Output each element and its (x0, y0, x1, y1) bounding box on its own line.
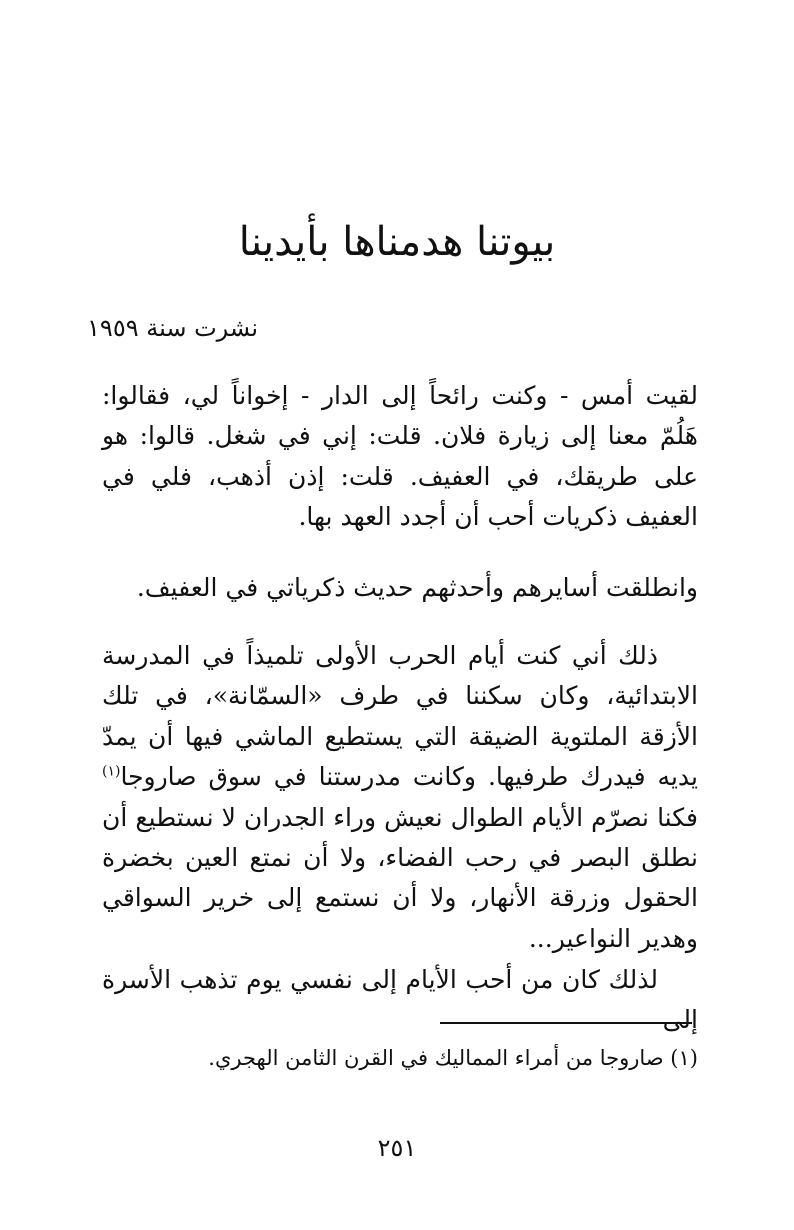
footnote-divider (440, 1022, 692, 1024)
paragraph-4: لذلك كان من أحب الأيام إلى نفسي يوم تذهب الأسرة إلى (102, 965, 698, 1035)
page-title: بيوتنا هدمناها بأيدينا (238, 219, 556, 265)
footnote-reference: (١) (102, 763, 121, 780)
paragraph-1: لقيت أمس - وكنت رائحاً إلى الدار - إخواناً لي، فقالوا: هَلُمّ معنا إلى زيارة فلان. قلت: إني في شغل. قالوا: هو على طريقك، في العفيف. قلت: إذن أذهب، فلي في العفيف ذكريات أحب أن أجدد العهد بها. (102, 381, 698, 532)
paragraph-3-text-end: فكنا نصرّم الأيام الطوال نعيش وراء الجدران لا نستطيع أن نطلق البصر في رحب الفضاء، ولا أن نمتع العين بخضرة الحقول وزرقة الأنهار، ولا أن نستمع إلى خرير السواقي وهدير النواعير... (102, 802, 698, 953)
paragraph-3 (102, 636, 698, 959)
paragraph-3-text-start: ذلك أني كنت أيام الحرب الأولى تلميذاً في المدرسة الابتدائية، وكان سكننا في طرف «السمّانة»، في تلك الأزقة الملتوية الضيقة التي يستطيع الماشي فيها أن يمدّ يديه فيدرك طرفيها. وكانت مدرستنا في سوق صاروجا (102, 641, 698, 792)
page-number: ٢٥١ (377, 1134, 417, 1162)
paragraph-2: وانطلقت أسايرهم وأحدثهم حديث ذكرياتي في العفيف. (136, 573, 698, 602)
footnote: (١) صاروجا من أمراء المماليك في القرن الثامن الهجري. (208, 1046, 698, 1070)
publication-date: نشرت سنة ١٩٥٩ (87, 314, 258, 342)
